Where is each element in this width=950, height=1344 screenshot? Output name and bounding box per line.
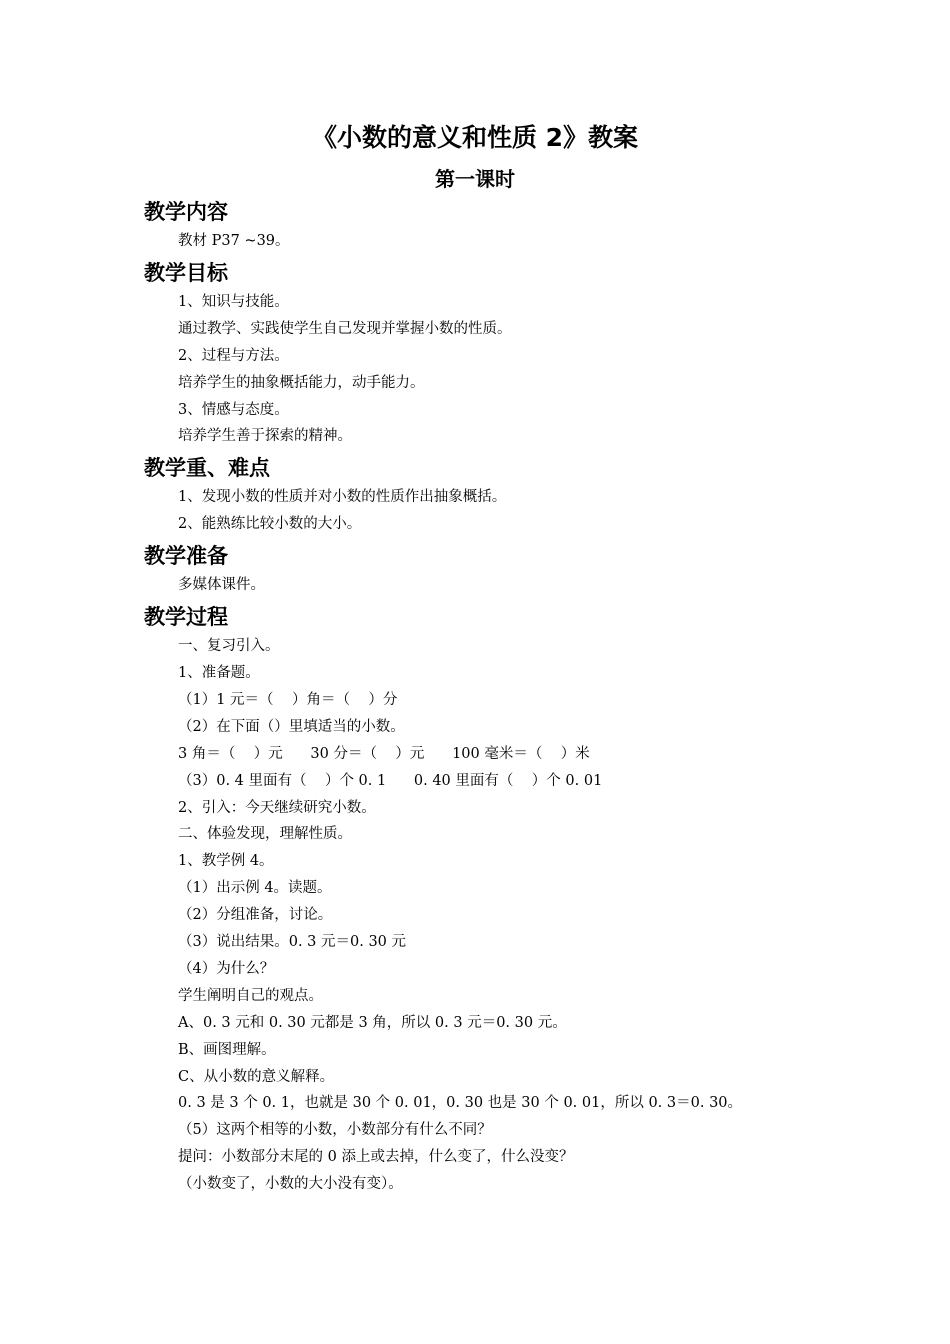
body-line: （1）1 元＝（ ）角＝（ ）分 [178, 691, 398, 708]
body-line: （2）在下面（）里填适当的小数。 [178, 718, 405, 735]
body-line: B、画图理解。 [178, 1041, 276, 1058]
body-line: （3）说出结果。0. 3 元＝0. 30 元 [178, 934, 407, 951]
body-line: 3、情感与态度。 [178, 401, 289, 418]
body-line: 3 角＝（ ）元 30 分＝（ ）元 100 毫米＝（ ）米 [178, 745, 590, 762]
body-line: 一、复习引入。 [178, 638, 280, 655]
body-line: 1、知识与技能。 [178, 293, 289, 310]
section-heading: 教学重、难点 [144, 456, 270, 481]
section-teaching-goals [144, 257, 824, 450]
body-line: 1、准备题。 [178, 664, 260, 681]
body-line: 培养学生善于探索的精神。 [178, 428, 352, 445]
document-body [144, 196, 824, 1198]
document-subtitle: 第一课时 [435, 167, 515, 191]
body-line: 通过教学、实践使学生自己发现并掌握小数的性质。 [178, 320, 512, 337]
body-line: 0. 3 是 3 个 0. 1，也就是 30 个 0. 01，0. 30 也是 30 个 0. 01，所以 0. 3＝0. 30。 [178, 1095, 743, 1112]
body-line: 教材 P37 ~39。 [178, 233, 290, 249]
body-line: C、从小数的意义解释。 [178, 1068, 335, 1085]
body-line: 2、过程与方法。 [178, 347, 289, 364]
section-preparation [144, 540, 824, 599]
body-line: 2、引入：今天继续研究小数。 [178, 799, 376, 816]
body-line: 1、发现小数的性质并对小数的性质作出抽象概括。 [178, 489, 507, 506]
section-heading: 教学过程 [144, 605, 228, 630]
section-key-points [144, 452, 824, 538]
body-line: 1、教学例 4。 [178, 853, 274, 870]
section-heading: 教学目标 [144, 260, 228, 285]
body-line: A、0. 3 元和 0. 30 元都是 3 角，所以 0. 3 元＝0. 30 元。 [178, 1014, 567, 1031]
body-line: 培养学生的抽象概括能力，动手能力。 [178, 374, 425, 391]
body-line: （2）分组准备，讨论。 [178, 907, 333, 924]
section-teaching-content [144, 196, 824, 255]
body-line: 学生阐明自己的观点。 [178, 987, 323, 1004]
section-heading: 教学准备 [144, 544, 228, 569]
body-line: 二、体验发现，理解性质。 [178, 826, 352, 843]
document-title: 《小数的意义和性质 2》教案 [311, 123, 639, 152]
body-line: 2、能熟练比较小数的大小。 [178, 516, 362, 533]
body-line: 多媒体课件。 [178, 577, 265, 594]
body-line: 提问：小数部分末尾的 0 添上或去掉，什么变了，什么没变？ [178, 1149, 574, 1166]
body-line: （5）这两个相等的小数，小数部分有什么不同？ [178, 1122, 492, 1139]
section-heading: 教学内容 [144, 200, 228, 224]
section-teaching-process [144, 601, 824, 1198]
body-line: （小数变了，小数的大小没有变）。 [178, 1176, 403, 1193]
body-line: （1）出示例 4。读题。 [178, 880, 332, 897]
body-line: （3）0. 4 里面有（ ）个 0. 1 0. 40 里面有（ ）个 0. 01 [178, 772, 603, 789]
body-line: （4）为什么？ [178, 960, 275, 977]
